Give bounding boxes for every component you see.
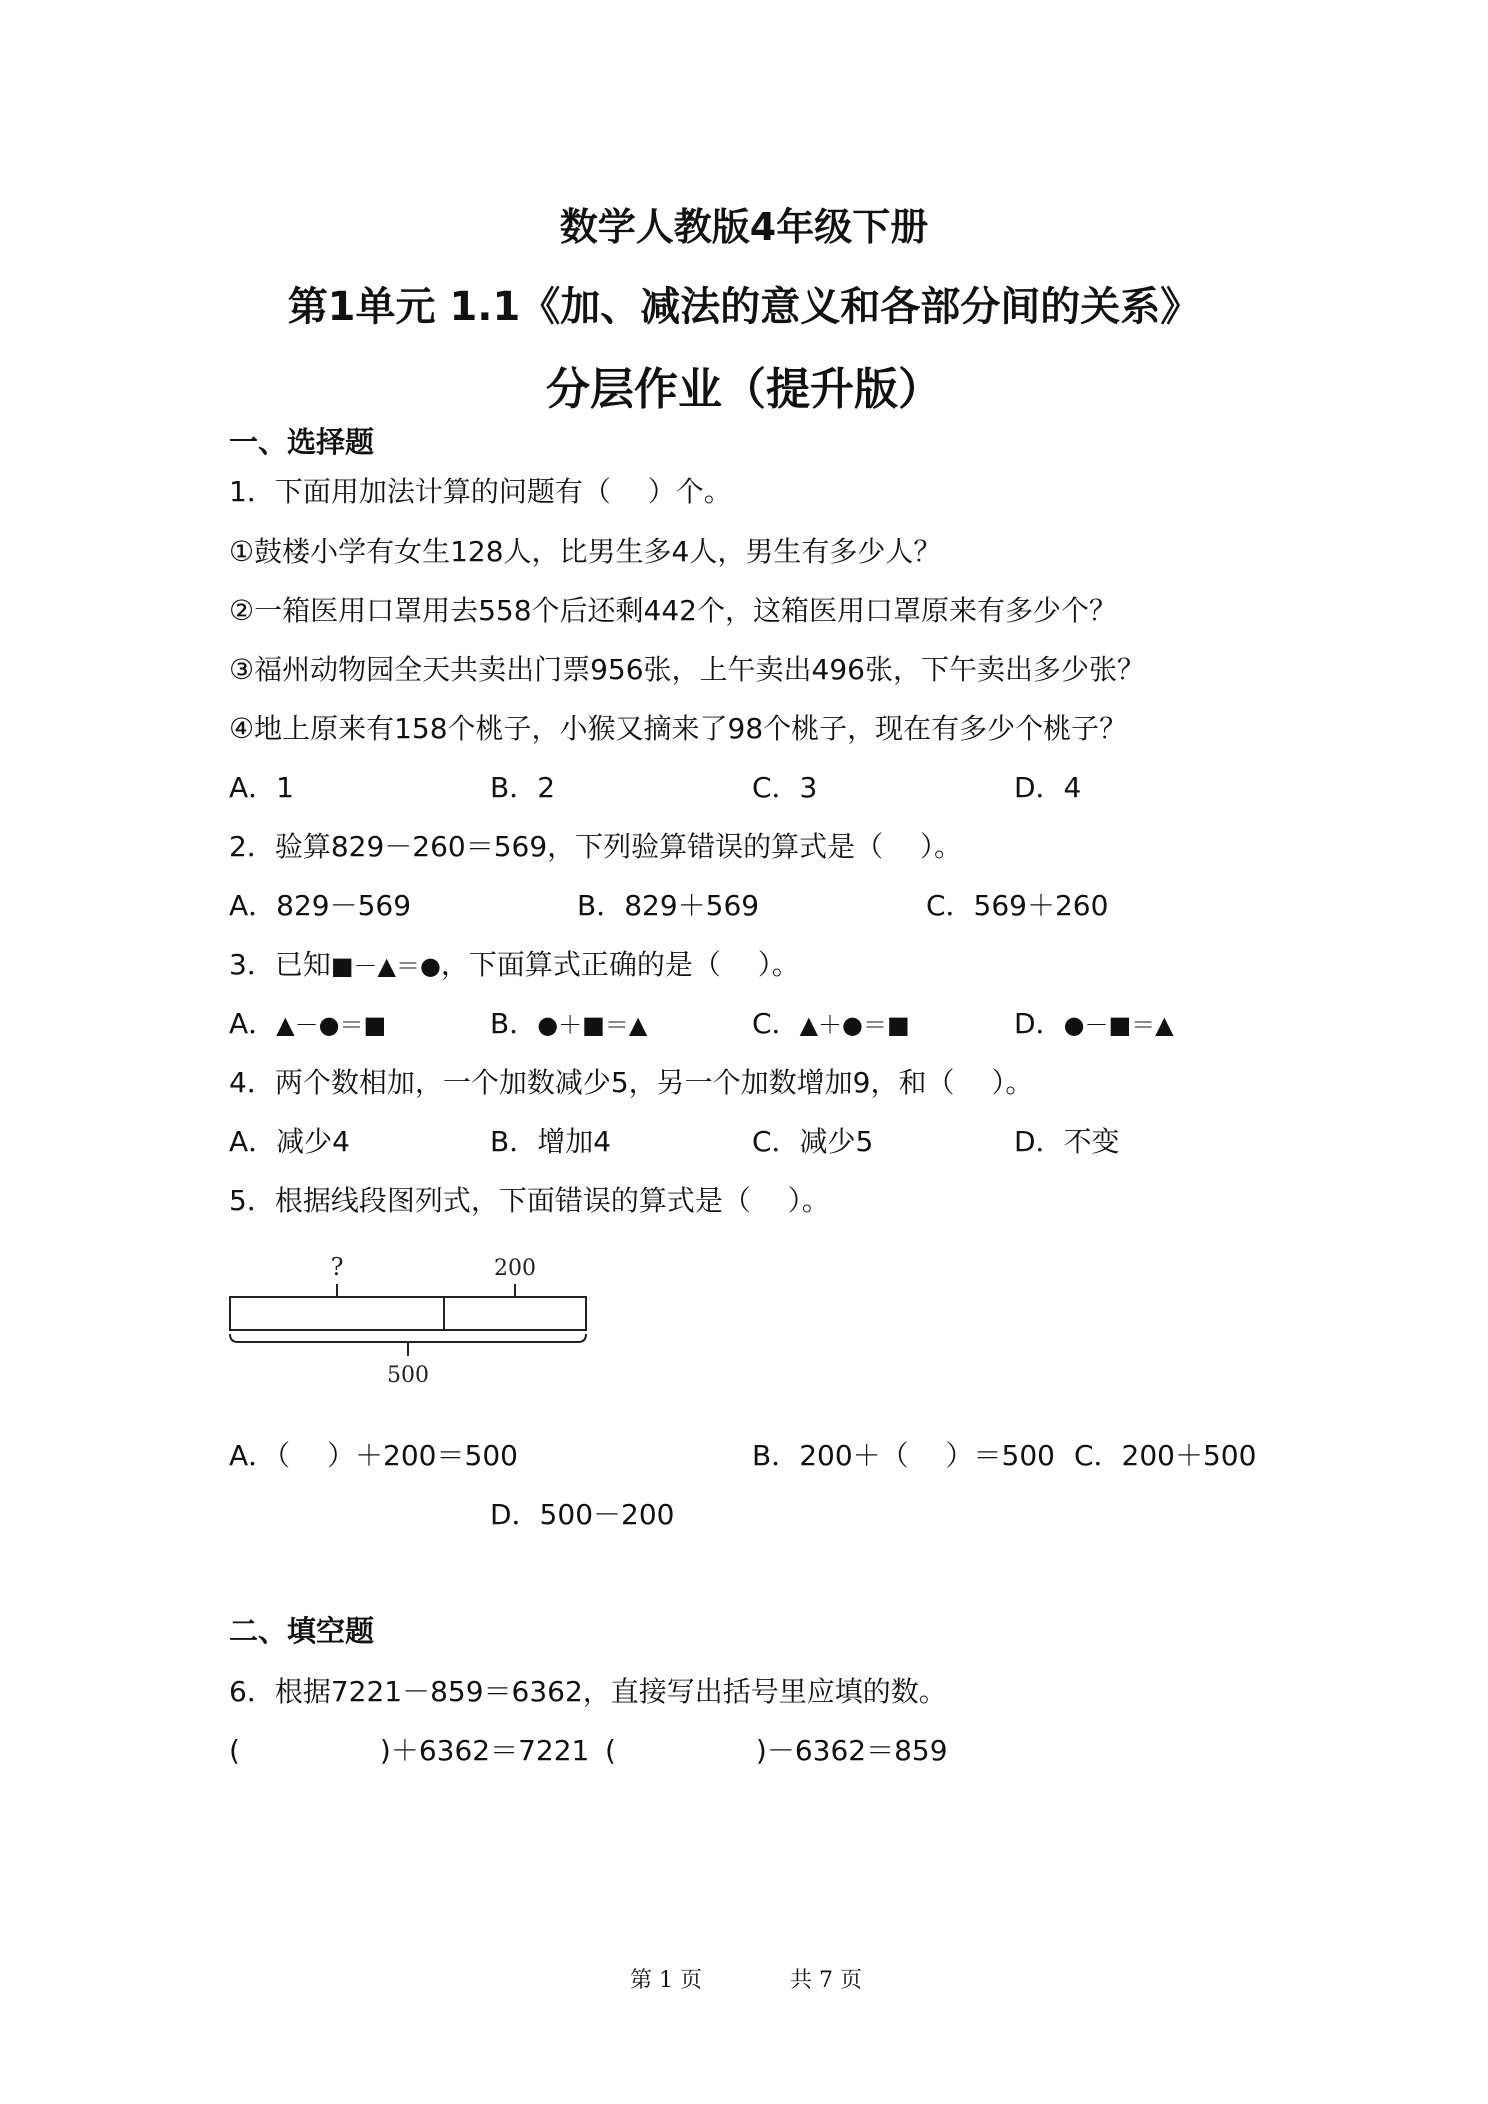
total-brace bbox=[230, 1334, 586, 1342]
q5-option-b: B．200＋（ ）＝500 bbox=[752, 1439, 1055, 1472]
q4-stem: 4．两个数相加，一个加数减少5，另一个加数增加9，和（ ）。 bbox=[229, 1066, 1034, 1099]
q3-option-d-expr: ●－■＝▲ bbox=[1063, 1011, 1174, 1039]
worksheet-title: 分层作业（提升版） bbox=[546, 364, 942, 415]
q3-option-a-label: A． bbox=[229, 1007, 277, 1040]
q1-item-1: ①鼓楼小学有女生128人，比男生多4人，男生有多少人？ bbox=[229, 535, 942, 568]
q5-option-a: A．（ ）＋200＝500 bbox=[229, 1439, 518, 1472]
q2-option-a: A．829－569 bbox=[229, 889, 412, 922]
q6-stem: 6．根据7221－859＝6362，直接写出括号里应填的数。 bbox=[229, 1675, 947, 1708]
page-number: 第 1 页 bbox=[630, 1968, 702, 1993]
q4-option-c: C．减少5 bbox=[752, 1125, 874, 1158]
q2-stem: 2．验算829－260＝569，下列验算错误的算式是（ ）。 bbox=[229, 830, 963, 863]
q3-option-d bbox=[1014, 1002, 1174, 1042]
q3-option-c-expr: ▲＋●＝■ bbox=[799, 1011, 910, 1039]
q2-option-b: B．829＋569 bbox=[577, 889, 760, 922]
q3-option-a bbox=[229, 1002, 386, 1042]
q6-blank-2: ( )－6362＝859 bbox=[605, 1734, 948, 1767]
q5-stem: 5．根据线段图列式，下面错误的算式是（ ）。 bbox=[229, 1184, 830, 1217]
q3-option-b-expr: ●＋■＝▲ bbox=[537, 1011, 648, 1039]
unknown-label: ? bbox=[330, 1253, 344, 1281]
q1-stem: 1．下面用加法计算的问题有（ ）个。 bbox=[229, 475, 732, 508]
q4-option-b: B．增加4 bbox=[490, 1125, 612, 1158]
unit-title: 第1单元 1.1《加、减法的意义和各部分间的关系》 bbox=[287, 284, 1201, 330]
q1-option-c: C．3 bbox=[752, 771, 818, 804]
q3-option-b-label: B． bbox=[490, 1007, 538, 1040]
q1-option-a: A．1 bbox=[229, 771, 294, 804]
q5-option-c: C．200＋500 bbox=[1074, 1439, 1257, 1472]
q6-blank-1: ( )＋6362＝7221 bbox=[229, 1734, 590, 1767]
part-label: 200 bbox=[494, 1256, 536, 1281]
q2-option-c: C．569＋260 bbox=[926, 889, 1109, 922]
q5-option-d: D．500－200 bbox=[490, 1498, 675, 1531]
q3-stem-after: ，下面算式正确的是（ ）。 bbox=[440, 948, 800, 981]
q1-option-b: B．2 bbox=[490, 771, 556, 804]
q3-option-c-label: C． bbox=[752, 1007, 800, 1040]
q4-option-d: D．不变 bbox=[1014, 1125, 1120, 1158]
section-fill-title: 二、填空题 bbox=[229, 1614, 375, 1648]
line-segment-diagram bbox=[220, 1240, 600, 1400]
q4-option-a: A．减少4 bbox=[229, 1125, 350, 1158]
q3-stem bbox=[229, 943, 800, 983]
document-title: 数学人教版4年级下册 bbox=[559, 205, 929, 249]
page-total: 共 7 页 bbox=[790, 1968, 862, 1993]
q3-option-d-label: D． bbox=[1014, 1007, 1064, 1040]
q1-option-d: D．4 bbox=[1014, 771, 1082, 804]
q3-stem-before: 3．已知 bbox=[229, 948, 331, 981]
q3-stem-expression: ■－▲＝● bbox=[330, 952, 441, 980]
q3-option-a-expr: ▲－●＝■ bbox=[276, 1011, 387, 1039]
q3-option-c bbox=[752, 1002, 910, 1042]
q1-item-2: ②一箱医用口罩用去558个后还剩442个，这箱医用口罩原来有多少个？ bbox=[229, 594, 1117, 627]
q1-item-3: ③福州动物园全天共卖出门票956张，上午卖出496张，下午卖出多少张？ bbox=[229, 653, 1145, 686]
q1-item-4: ④地上原来有158个桃子，小猴又摘来了98个桃子，现在有多少个桃子？ bbox=[229, 712, 1128, 745]
section-choice-title: 一、选择题 bbox=[229, 425, 375, 459]
total-label: 500 bbox=[387, 1363, 429, 1388]
segment-bar bbox=[230, 1297, 586, 1330]
q3-option-b bbox=[490, 1002, 647, 1042]
